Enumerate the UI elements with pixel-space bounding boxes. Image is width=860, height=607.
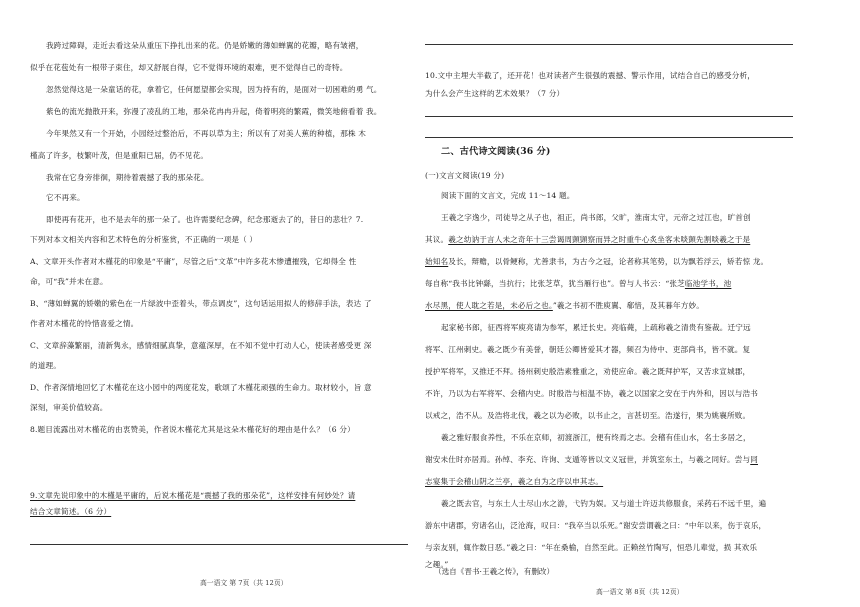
question-7-stem: 下列对本文相关内容和艺术特色的分析鉴赏，不正确的一项是（ ） bbox=[30, 235, 258, 244]
option-d-cont: 深刻，审美价值较高。 bbox=[30, 403, 108, 412]
answer-line bbox=[30, 544, 408, 545]
page-footer-left: 高一语文 第 7页（共 12页） bbox=[200, 579, 288, 587]
classical-passage-line: 羲之雅好服食养性，不乐在京师，初渡浙江，便有终焉之志。会稽有佳山水，名士多居之， bbox=[441, 433, 751, 442]
classical-passage-line: 谢安未仕时亦居焉。孙绰、李充、许询、支遁等皆以文义冠世，并筑室东土，与羲之同好。尝与同 bbox=[425, 455, 758, 464]
passage-source: （选自《晋书·王羲之传》，有删改） bbox=[434, 567, 555, 576]
underlined-sentence-1: 羲之幼讷于言人未之奇年十三尝谒周顗顗察而异之时重牛心炙坐客未啖顗先割啖羲之于是 bbox=[448, 235, 751, 244]
classical-passage-line bbox=[425, 476, 795, 487]
option-c-cont: 的道理。 bbox=[30, 361, 61, 370]
classical-passage-line: 将军、江州刺史。羲之既少有美誉，朝廷公卿皆爱其才器，频召为侍中、吏部尚书，皆不就。复 bbox=[425, 345, 751, 354]
option-c: C、文章辞藻繁丽，清新隽永，感情细腻真挚，意蕴深厚，在不知不觉中打动人心，使读者感受更 深 bbox=[30, 341, 372, 350]
passage-line: 紫色的流光抛散开来，弥漫了凌乱的工地，那朵花冉冉升起，倚着明亮的繁霞，微笑地俯看着 我。 bbox=[46, 107, 382, 116]
page-footer-right: 高一语文 第 8页（共 12页） bbox=[596, 588, 684, 596]
question-9-cont: 结合文章简述。（6 分） bbox=[30, 507, 112, 516]
answer-line bbox=[425, 137, 793, 138]
section-title: 二、古代诗文阅读(36 分) bbox=[441, 146, 551, 157]
classical-passage-line: 游东中诸郡，穷诸名山，泛沧海，叹曰：“我卒当以乐死。”谢安尝谓羲之曰：“中年以来，伤于哀乐， bbox=[425, 521, 767, 530]
classical-passage-line: 其议。羲之幼讷于言人未之奇年十三尝谒周顗顗察而异之时重牛心炙坐客未啖顗先割啖羲之于是 bbox=[425, 235, 751, 244]
question-9: 9.文章先说印象中的木槿是平庸的，后说木槿花是“震撼了我的那朵花”，这样安排有何妙处？请 bbox=[30, 491, 356, 500]
classical-passage-line: 不许，乃以为右军将军、会稽内史。时殷浩与桓温不协，羲之以国家之安在于内外和，因以与浩书 bbox=[425, 389, 758, 398]
left-page bbox=[30, 0, 408, 607]
answer-line bbox=[425, 44, 793, 45]
classical-passage-line: 之趣。” bbox=[425, 560, 449, 569]
right-page bbox=[425, 0, 795, 607]
classical-passage-line: 每自称“我书比钟繇，当抗行；比张芝草，犹当雁行也”。曾与人书云：“张芝临池学书，池 bbox=[425, 279, 732, 288]
question-10: 10.文中主埋大半截了，还开花！也对读者产生很强的震撼、警示作用，试结合自己的感受分析， bbox=[425, 71, 756, 80]
passage-line: 我常在它身旁徘徊，期待着震撼了我的那朵花。 bbox=[46, 173, 209, 182]
option-b-cont: 作者对木槿花的怜惜喜爱之情。 bbox=[30, 319, 139, 328]
classical-passage-line: 以戒之，浩不从。及浩将北伐，羲之以为必败，以书止之，言甚切至。浩遂行，果为姚襄所败。 bbox=[425, 411, 751, 420]
underlined-sentence-1-end: 始知名 bbox=[425, 257, 449, 266]
passage-line: 槿高了许多，枝繁叶茂，但是重阳已届，仍不见花。 bbox=[30, 151, 209, 160]
underlined-sentence-2: 临池学书，池 bbox=[684, 279, 732, 288]
answer-line bbox=[425, 116, 793, 117]
classical-passage-line: 王羲之字逸少，司徒导之从子也，祖正，尚书郎，父旷，淮南太守，元帝之过江也，旷首创 bbox=[441, 213, 751, 222]
classical-passage-line: 水尽黑，使人耽之若是，未必后之也。”羲之书初不胜庾翼、郗愔，及其暮年方妙。 bbox=[425, 301, 705, 310]
classical-passage-line: 与亲友别，辄作数日恶。”羲之曰：“年在桑榆，自然至此。正赖丝竹陶写，恒恐儿辈觉，损 其欢乐 bbox=[425, 543, 758, 552]
underlined-sentence-3-end: 志宴集于会稽山阴之兰亭，羲之自为之序以申其志。 bbox=[425, 477, 604, 486]
option-a: A、文章开头作者对木槿花的印象是“平庸”，尽管之后“文革”中许多花木惨遭摧残，它却得全 性 bbox=[30, 257, 357, 266]
passage-line: 即使再有花开，也不是去年的那一朵了。也许需要纪念碑，纪念那逝去了的，昔日的悲壮？7. bbox=[46, 215, 364, 224]
passage-line: 我跨过障碍，走近去看这朵从重压下挣扎出来的花。仍是娇嫩的薄如蝉翼的花瓣，略有皱褶， bbox=[46, 41, 364, 50]
option-a-cont: 命，可“我”并未在意。 bbox=[30, 277, 108, 286]
binding-margin bbox=[0, 0, 10, 607]
passage-line: 它不再来。 bbox=[46, 193, 85, 202]
classical-passage-line: 羲之既去官，与东土人士尽山水之游，弋钓为娱。又与道士许迈共修服食，采药石不远千里，遍 bbox=[441, 499, 767, 508]
passage-line: 似乎在花苞处有一根带子束住，却又舒展自得，它不觉得环境的艰难，更不觉得自己的奇特。 bbox=[30, 63, 348, 72]
classical-passage-line: 起家秘书郎，征西将军庾亮请为参军，累迁长史。亮临薨，上疏称羲之清贵有鉴裁。迁宁远 bbox=[441, 323, 751, 332]
question-10-cont: 为什么会产生这样的艺术效果？（7 分） bbox=[425, 89, 565, 98]
question-8: 8.题目流露出对木槿花的由衷赞美，作者说木槿花尤其是这朵木槿花好的理由是什么？（6 分） bbox=[30, 425, 355, 434]
underlined-sentence-2-end: 水尽黑，使人耽之若是，未必后之也。 bbox=[425, 301, 553, 310]
sub-section-title: (一)文言文阅读(19 分) bbox=[425, 171, 505, 180]
classical-passage-line: 授护军将军，又推迁不拜。扬州刺史殷浩素雅重之，劝使应命。羲之既拜护军，又苦求宣城郡， bbox=[425, 367, 751, 376]
instruction: 阅读下面的文言文，完成 11～14 题。 bbox=[441, 191, 575, 200]
passage-line: 今年果然又有一个开始，小园经过整治后，不再以草为主；所以有了对美人蕉的种植，那株 木 bbox=[46, 129, 367, 138]
underlined-sentence-3: 同 bbox=[750, 455, 758, 464]
option-d: D、作者深情地回忆了木槿花在这小园中的两度花发，歌颂了木槿花顽强的生命力。取材较小，旨 意 bbox=[30, 383, 372, 392]
classical-passage-line: 始知名及长，辩赡，以骨鲠称，尤善隶书，为古今之冠，论者称其笔势，以为飘若浮云，矫若惊 龙。 bbox=[425, 257, 769, 266]
passage-line: 忽然觉得这是一朵童话的花，拿着它，任何愿望都会实现，因为持有的，是面对一切困难的勇 气。 bbox=[46, 85, 382, 94]
option-b: B、“薄如蝉翼的娇嫩的紫色在一片绿波中歪着头，带点调皮”，这句话运用拟人的修辞手法，表达 了 bbox=[30, 299, 372, 308]
